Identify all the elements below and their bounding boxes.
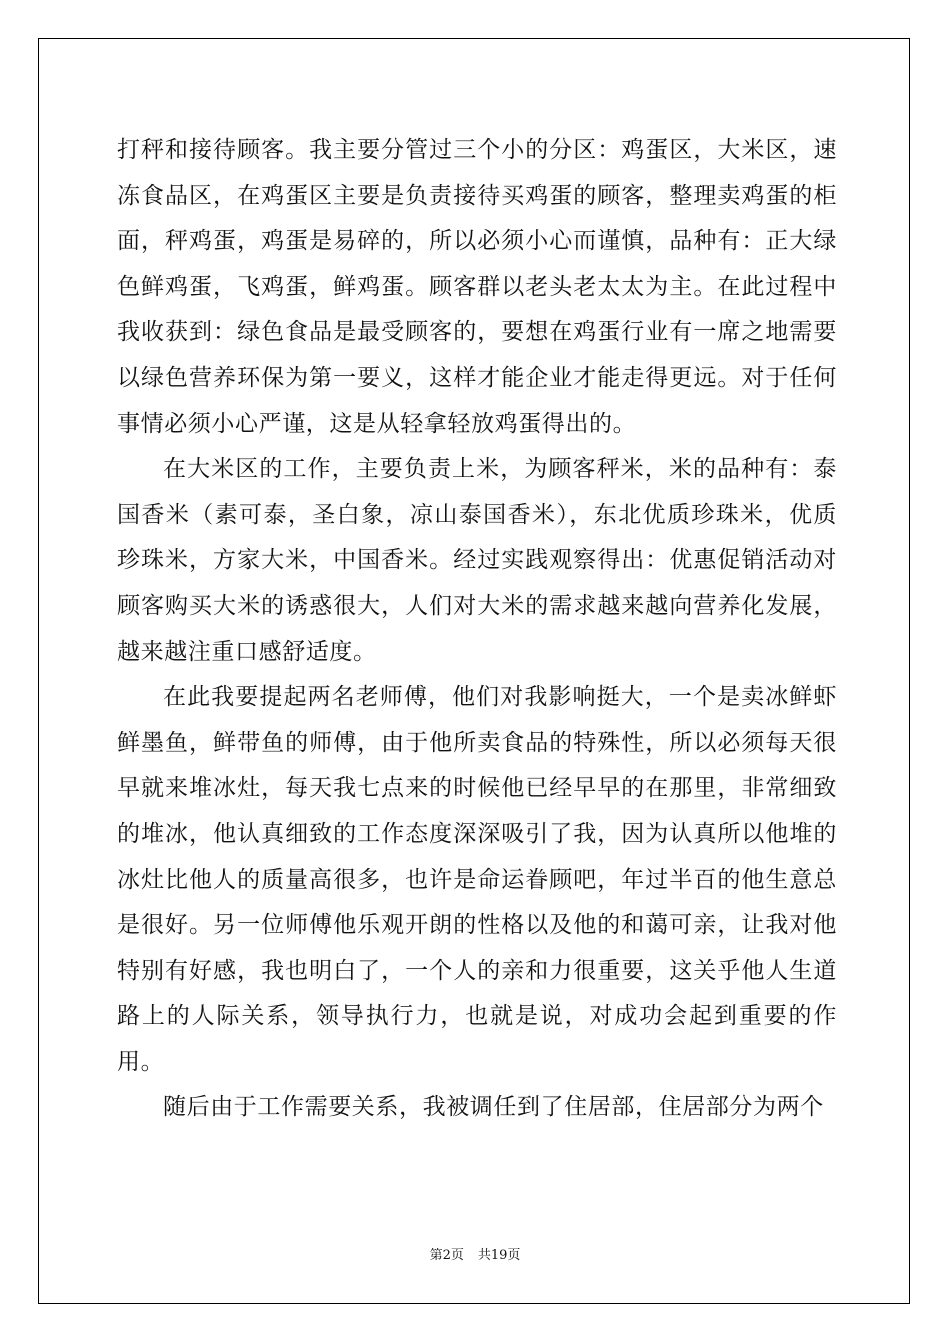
paragraph-4: 随后由于工作需要关系，我被调任到了住居部，住居部分为两个 (163, 1094, 824, 1121)
document-body (117, 128, 837, 1131)
page-total: 共19页 (477, 1248, 521, 1263)
paragraph-2: 在大米区的工作，主要负责上米，为顾客秤米，米的品种有：泰国香米（素可泰，圣白象，凉山泰国香米），东北优质珍珠米，优质珍珠米，方家大米，中国香米。经过实践观察得出：优惠促销活动对顾客购买大米的诱惑很大，人们对大米的需求越来越向营养化发展，越来越注重口感舒适度。 (117, 456, 837, 665)
paragraph-1: 打秤和接待顾客。我主要分管过三个小的分区：鸡蛋区，大米区，速冻食品区，在鸡蛋区主要是负责接待买鸡蛋的顾客，整理卖鸡蛋的柜面，秤鸡蛋，鸡蛋是易碎的，所以必须小心而谨慎，品种有：正大绿色鲜鸡蛋，飞鸡蛋，鲜鸡蛋。顾客群以老头老太太为主。在此过程中我收获到：绿色食品是最受顾客的，要想在鸡蛋行业有一席之地需要以绿色营养环保为第一要义，这样才能企业才能走得更远。对于任何事情必须小心严谨，这是从轻拿轻放鸡蛋得出的。 (117, 137, 837, 437)
paragraph-3: 在此我要提起两名老师傅，他们对我影响挺大，一个是卖冰鲜虾鲜墨鱼，鲜带鱼的师傅，由于他所卖食品的特殊性，所以必须每天很早就来堆冰灶，每天我七点来的时候他已经早早的在那里，非常细致的堆冰，他认真细致的工作态度深深吸引了我，因为认真所以他堆的冰灶比他人的质量高很多，也许是命运眷顾吧，年过半百的他生意总是很好。另一位师傅他乐观开朗的性格以及他的和蔼可亲，让我对他特别有好感，我也明白了，一个人的亲和力很重要，这关乎他人生道路上的人际关系，领导执行力，也就是说，对成功会起到重要的作用。 (117, 684, 837, 1075)
page-footer (0, 1244, 950, 1263)
page-number: 第2页 (429, 1248, 464, 1263)
